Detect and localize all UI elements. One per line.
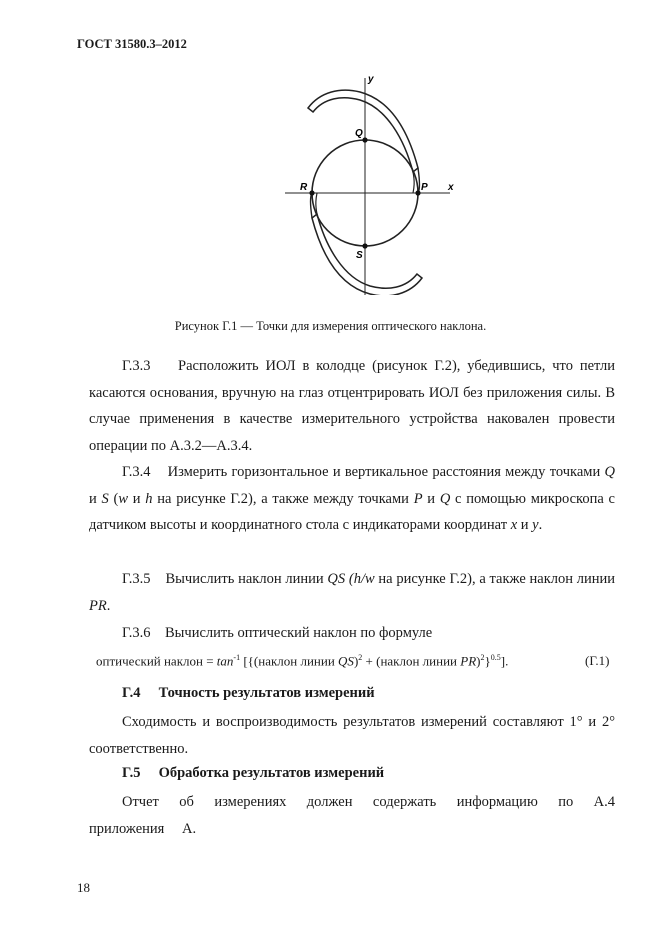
- sup: 0.5: [490, 653, 501, 662]
- var-qs: QS: [338, 653, 354, 669]
- formula-number: (Г.1): [585, 653, 610, 668]
- section-heading-g5: [122, 765, 384, 782]
- text: ].: [500, 653, 509, 669]
- text: и: [128, 490, 146, 507]
- paragraph-text: Сходимость и воспроизводимость результатов измерений составляют 1° и 2° соответственно.: [89, 714, 615, 757]
- text: [{(наклон линии: [240, 653, 339, 669]
- point-p: [415, 190, 420, 195]
- section-number: Г.3.5: [122, 571, 151, 587]
- var-s: S: [101, 490, 109, 507]
- sup: 2: [480, 653, 485, 662]
- text: на рисунке Г.2), а также между точками: [152, 490, 414, 507]
- section-number: Г.3.6: [122, 625, 151, 641]
- var-p: P: [413, 490, 423, 507]
- text: оптический наклон =: [96, 653, 217, 669]
- text: + (наклон линии: [362, 653, 461, 669]
- paragraph-text: Расположить ИОЛ в колодце (рисунок Г.2), убедившись, что петли касаются основания, вручную на глаз отцентрировать ИОЛ без приложения силы. В случае применения в качестве измерительного устройства наковален провести операции по А.3.2—А.3.4.: [89, 358, 615, 454]
- document-header: ГОСТ 31580.3–2012: [77, 37, 187, 51]
- text: }: [484, 653, 491, 669]
- formula: [96, 653, 508, 669]
- point-s: [362, 243, 367, 248]
- text: с помощью микроскопа с датчиком высоты и координатного стола с индикаторами координат: [89, 490, 615, 533]
- section-number: Г.5: [122, 765, 141, 781]
- figure-caption: Рисунок Г.1 — Точки для измерения оптического наклона.: [174, 319, 487, 333]
- section-title: Точность результатов измерений: [158, 685, 375, 701]
- section-number: Г.4: [122, 685, 141, 701]
- text: Измерить горизонтальное и вертикальное расстояния между точками: [167, 464, 605, 480]
- text: (: [108, 490, 119, 507]
- var-h: h: [145, 490, 153, 507]
- point-q: [362, 137, 367, 142]
- section-title: Обработка результатов измерений: [158, 765, 385, 781]
- paragraph-g5: [89, 789, 615, 842]
- var-qs: QS (h/w: [327, 571, 375, 587]
- iol-diagram: [280, 70, 480, 295]
- section-number: Г.3.4: [122, 464, 151, 480]
- text: Вычислить наклон линии: [165, 571, 328, 587]
- text: и: [89, 490, 102, 507]
- paragraph-text: Отчет об измерениях должен содержать информацию по А.4 приложения А.: [89, 794, 615, 837]
- sup: 2: [358, 653, 363, 662]
- text: на рисунке Г.2), а также наклон линии: [374, 571, 616, 587]
- label-y: y: [368, 74, 374, 85]
- page-number: 18: [77, 880, 90, 895]
- var-x: x: [510, 517, 518, 533]
- paragraph-g34: [89, 459, 615, 539]
- label-s: S: [356, 250, 363, 261]
- text: ): [476, 653, 481, 669]
- paragraph-g35: [89, 566, 615, 619]
- text: и: [517, 517, 533, 533]
- label-x: x: [448, 182, 454, 193]
- point-r: [309, 190, 314, 195]
- var-q: Q: [439, 490, 451, 507]
- paragraph-g36: [89, 620, 615, 647]
- paragraph-g33: [89, 353, 615, 459]
- text: и: [422, 490, 440, 507]
- var-pr: PR: [89, 597, 107, 614]
- var-y: y: [532, 517, 539, 533]
- section-heading-g4: [122, 685, 375, 702]
- label-p: P: [421, 182, 428, 193]
- paragraph-g4: [89, 709, 615, 762]
- text: Вычислить оптический наклон по формуле: [165, 625, 433, 641]
- section-number: Г.3.3: [122, 358, 151, 374]
- tan: tan: [216, 653, 234, 669]
- text: .: [538, 517, 543, 533]
- text: .: [106, 597, 111, 614]
- sup: -1: [233, 653, 241, 662]
- label-q: Q: [355, 128, 363, 139]
- var-w: w: [118, 490, 129, 507]
- label-r: R: [300, 182, 308, 193]
- var-pr: PR: [460, 653, 477, 669]
- text: ): [353, 653, 359, 669]
- var-q: Q: [604, 464, 615, 480]
